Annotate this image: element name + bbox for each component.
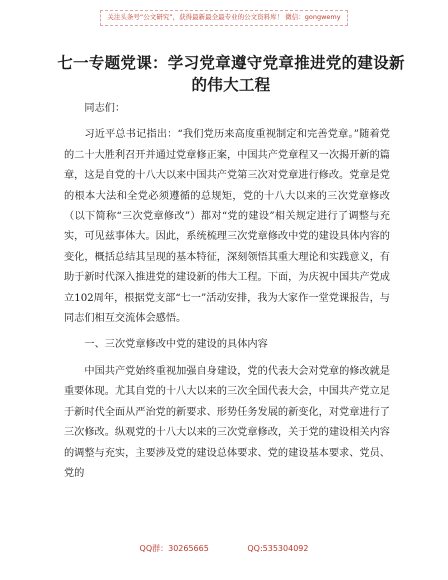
page-footer bbox=[0, 543, 448, 554]
section-heading: 一、三次党章修改中党的建设的具体内容 bbox=[84, 339, 268, 351]
section-paragraph: 中国共产党始终重视加强自身建设，党的代表大会对党章的修改就是重要体现。尤其自党的十八大以来的三次全国代表大会，中国共产党立足于新时代全面从严治党的新要求、形势任务发展的新变化，对党章进行了三次修改。纵观党的十八大以来的三次党章修改，关于党的建设相关内容的调整与充实，主要涉及党的建设总体要求、党的建设基本要求、党员、党的 bbox=[64, 365, 391, 479]
footer-qq-number: QQ:535304092 bbox=[247, 544, 309, 553]
document-title: 七一专题党课：学习党章遵守党章推进党的建设新的伟大工程 bbox=[57, 54, 405, 94]
header-banner bbox=[0, 10, 448, 36]
document-body bbox=[64, 99, 390, 484]
banner-text: 关注头条号“公文研究”，获得最新最全最专业的公文资料库！ 微信：gongwemy bbox=[100, 10, 347, 26]
greeting: 同志们： bbox=[84, 103, 126, 114]
footer-qq-group: QQ群：30265665 bbox=[139, 544, 209, 553]
paragraph-intro: 习近平总书记指出：“我们党历来高度重视制定和完善党章。”随着党的二十大胜利召开并通过党章修正案，中国共产党章程又一次揭开新的篇章，这是自党的十八大以来中国共产党第三次对党章进行修改。党章是党的根本大法和全党必须遵循的总规矩，党的十八大以来的三次党章修改（以下简称“三次党章修改”）都对“党的建设”相关规定进行了调整与充实，可见兹事体大。因此，系统梳理三次党章修改中党的建设具体内容的变化，概括总结其呈现的基本特征，深刻领悟其重大理论和实践意义，有助于新时代深入推进党的建设新的伟大工程。下面，为庆祝中国共产党成立102周年，根据党支部“七一”活动安排，我为大家作一堂党课报告，与同志们相互交流体会感悟。 bbox=[64, 129, 390, 325]
